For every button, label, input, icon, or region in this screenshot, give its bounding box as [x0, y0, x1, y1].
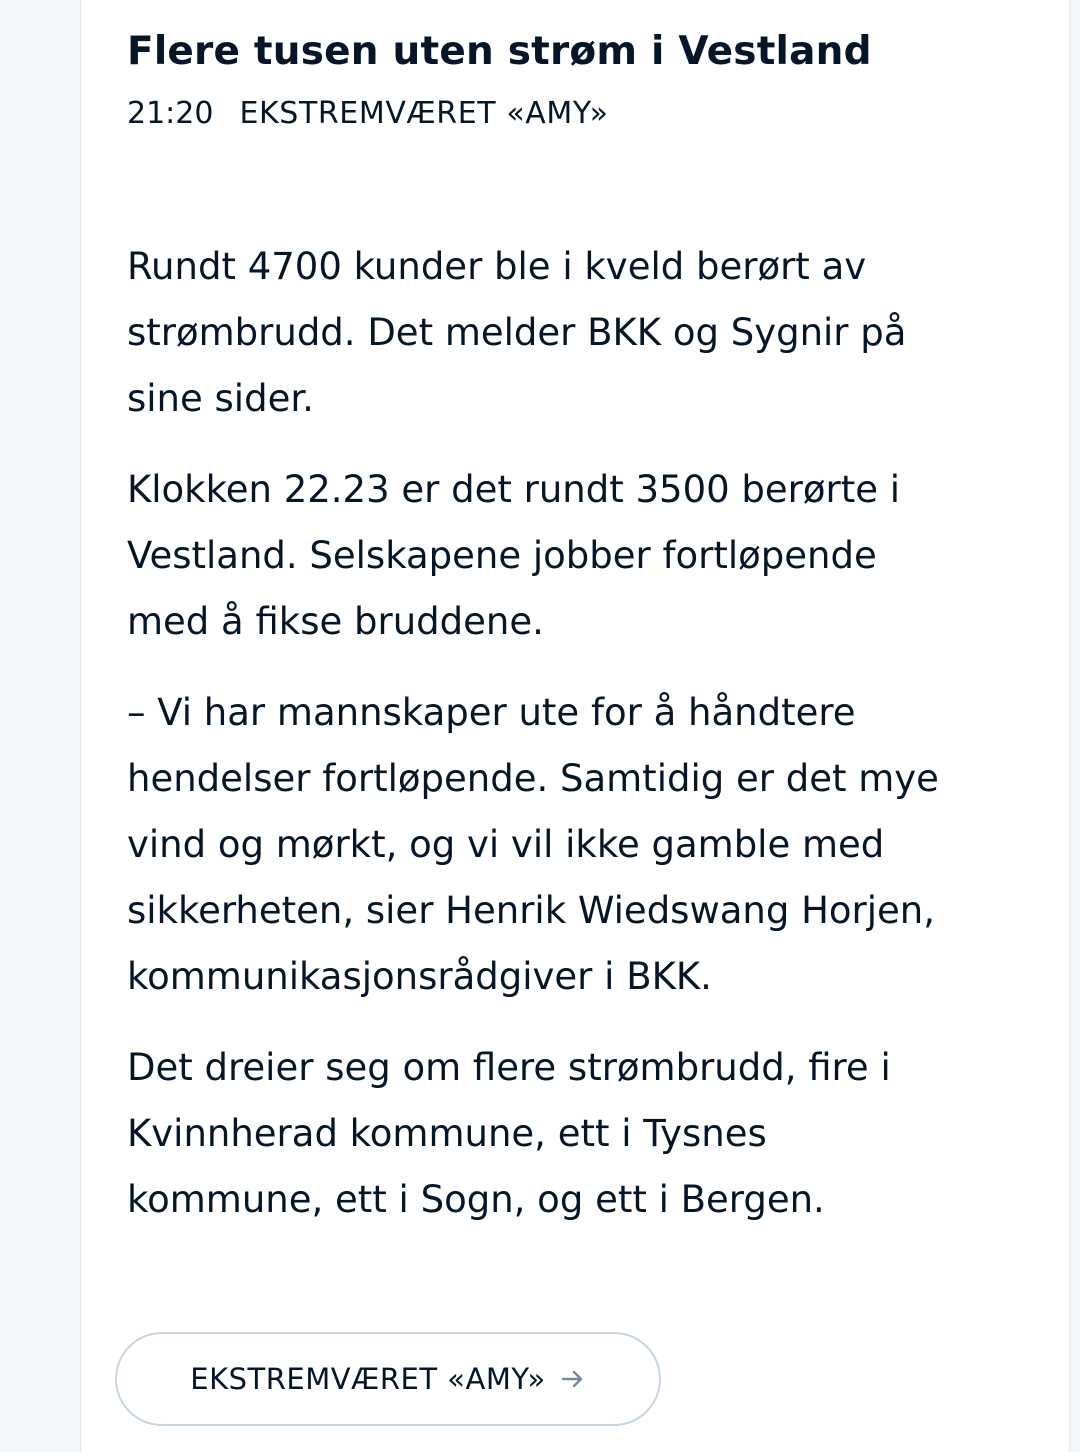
article-paragraph: – Vi har mannskaper ute for å håndtere hendelser fortløpende. Samtidig er det mye vind og mørkt, og vi vil ikke gamble med sikkerheten, sier Henrik Wiedswang Horjen, kommunikasjonsrådgiver i BKK. [127, 691, 939, 998]
article-title[interactable]: Flere tusen uten strøm i Vestland [127, 29, 872, 74]
article-paragraph: Det dreier seg om flere strømbrudd, fire i Kvinnherad kommune, ett i Tysnes kommune, ett i Sogn, og ett i Bergen. [127, 1046, 891, 1221]
article-topic-label: EKSTREMVÆRET «AMY» [239, 96, 609, 131]
article-card [80, 0, 1070, 1452]
article-meta [127, 92, 609, 136]
topic-link-label: EKSTREMVÆRET «AMY» [190, 1362, 546, 1396]
article-paragraph: Klokken 22.23 er det rundt 3500 berørte i Vestland. Selskapene jobber fortløpende med å fikse bruddene. [127, 468, 901, 643]
article-body [127, 234, 957, 1258]
article-time: 21:20 [127, 96, 214, 131]
arrow-right-icon [560, 1366, 586, 1392]
topic-link-button[interactable] [115, 1332, 661, 1426]
article-paragraph: Rundt 4700 kunder ble i kveld berørt av strømbrudd. Det melder BKK og Sygnir på sine sider. [127, 245, 907, 420]
